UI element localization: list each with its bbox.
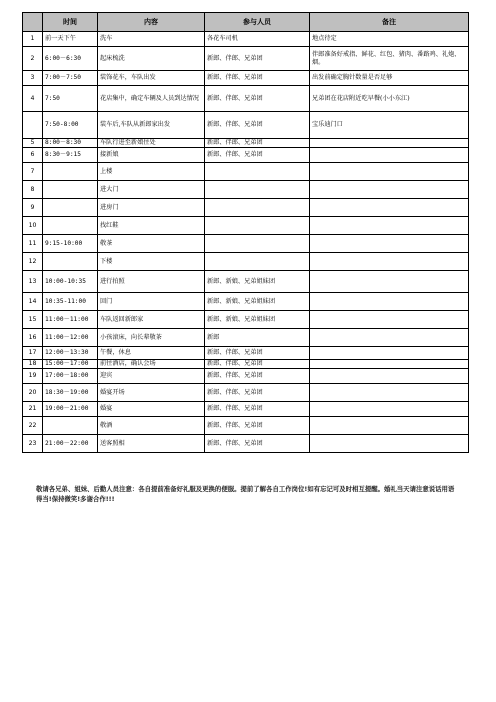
row-people: 新郎、伴郎、兄弟团: [205, 139, 310, 148]
row-remark: [310, 360, 469, 369]
row-people: 新郎、伴郎、兄弟团: [205, 384, 310, 402]
table-row: [23, 112, 469, 139]
table-row: [23, 435, 469, 453]
row-people: 新郎、伴郎、兄弟团: [205, 347, 310, 360]
row-people: 新郎、伴郎、兄弟团: [205, 112, 310, 139]
table-row: [23, 369, 469, 384]
row-content: 送客照相: [98, 435, 205, 453]
row-content: 装车后,车队从新郎家出发: [98, 112, 205, 139]
row-people: 新郎、伴郎、兄弟团: [205, 148, 310, 163]
row-people: [205, 163, 310, 181]
row-content: 午餐，休息: [98, 347, 205, 360]
header-row: [23, 13, 469, 32]
row-content: 车队返回新郎家: [98, 311, 205, 329]
footer-note: 敬请各兄弟、姐妹、后勤人员注意：各自提前准备好礼服及更换的便服。提前了解各自工作岗位!如有忘记可及时相互提醒。婚礼当天请注意说话用语得当!保持微笑!多谢合作!!!: [36, 485, 455, 503]
table-row: [23, 402, 469, 417]
row-time: [43, 217, 98, 235]
row-remark: [310, 311, 469, 329]
row-remark: [310, 347, 469, 360]
row-content: 起床梳洗: [98, 47, 205, 71]
row-time: 15:00－17:00: [43, 360, 98, 369]
row-time: [43, 253, 98, 271]
row-time: 8:00－8:30: [43, 139, 98, 148]
row-content: 洗车: [98, 32, 205, 47]
row-time: 10:35-11:00: [43, 293, 98, 311]
row-index: 2: [23, 47, 43, 71]
row-remark: [310, 148, 469, 163]
row-remark: [310, 293, 469, 311]
table-row: [23, 329, 469, 347]
table-row: [23, 253, 469, 271]
row-content: 回门: [98, 293, 205, 311]
row-people: 各花车司机: [205, 32, 310, 47]
table-row: [23, 163, 469, 181]
table-row: [23, 384, 469, 402]
row-time: 19:00－21:00: [43, 402, 98, 417]
row-remark: [310, 217, 469, 235]
row-content: 敬酒: [98, 417, 205, 435]
schedule-body: [23, 32, 469, 453]
row-remark: [310, 435, 469, 453]
row-time: [43, 181, 98, 199]
row-people: [205, 199, 310, 217]
row-people: [205, 235, 310, 253]
row-index: 3: [23, 71, 43, 86]
row-time: [43, 199, 98, 217]
row-time: 8:30－9:15: [43, 148, 98, 163]
table-row: [23, 181, 469, 199]
row-content: 进行拍照: [98, 271, 205, 293]
row-index: 11: [23, 235, 43, 253]
row-time: 7:50-8:00: [43, 112, 98, 139]
row-remark: 地点待定: [310, 32, 469, 47]
row-people: [205, 253, 310, 271]
header-people: 参与人员: [205, 13, 310, 32]
row-index: 23: [23, 435, 43, 453]
row-people: 新郎、伴郎、兄弟团: [205, 369, 310, 384]
row-time: 17:00－18:00: [43, 369, 98, 384]
row-remark: [310, 417, 469, 435]
row-time: 10:00-10:35: [43, 271, 98, 293]
row-people: 新郎、伴郎、兄弟团: [205, 47, 310, 71]
row-remark: [310, 181, 469, 199]
row-people: 新郎、伴郎、兄弟团: [205, 86, 310, 112]
row-remark: [310, 199, 469, 217]
row-index: 17: [23, 347, 43, 360]
row-content: 进房门: [98, 199, 205, 217]
row-content: 花店集中，确定车辆及人员到达情况: [98, 86, 205, 112]
row-content: 进大门: [98, 181, 205, 199]
header-content: 内容: [98, 13, 205, 32]
table-row: [23, 417, 469, 435]
row-time: 11:00－12:00: [43, 329, 98, 347]
row-content: 上楼: [98, 163, 205, 181]
row-index: 21: [23, 402, 43, 417]
row-index: 12: [23, 253, 43, 271]
row-people: 新郎、伴郎、兄弟团: [205, 71, 310, 86]
row-time: 21:00－22:00: [43, 435, 98, 453]
row-time: 11:00－11:00: [43, 311, 98, 329]
row-index: 5: [23, 139, 43, 148]
header-index: [23, 13, 43, 32]
row-content: 前往酒店，确认会场: [98, 360, 205, 369]
row-content: 接新娘: [98, 148, 205, 163]
row-index: 14: [23, 293, 43, 311]
row-time: 6:00－6:30: [43, 47, 98, 71]
table-row: [23, 311, 469, 329]
row-time: [43, 417, 98, 435]
table-row: [23, 217, 469, 235]
row-people: 新郎、伴郎、兄弟团: [205, 435, 310, 453]
row-index: 16: [23, 329, 43, 347]
row-index: 7: [23, 163, 43, 181]
header-time: 时间: [43, 13, 98, 32]
row-index: 18: [23, 360, 43, 369]
table-row: [23, 347, 469, 360]
row-people: 新郎、新娘、兄弟姐妹团: [205, 311, 310, 329]
row-index: 20: [23, 384, 43, 402]
row-people: 新郎、伴郎、兄弟团: [205, 360, 310, 369]
row-content: 装饰花车，车队出发: [98, 71, 205, 86]
row-index: 13: [23, 271, 43, 293]
schedule-table: [22, 12, 469, 453]
row-index: 22: [23, 417, 43, 435]
row-remark: 宝乐迪门口: [310, 112, 469, 139]
row-content: 婚宴开场: [98, 384, 205, 402]
row-remark: 伴郎准备好戒指、鲜花、红包、猪肉、番路鸡、礼炮、烟。: [310, 47, 469, 71]
row-content: 找红鞋: [98, 217, 205, 235]
header-remark: 备注: [310, 13, 469, 32]
table-row: [23, 199, 469, 217]
row-remark: [310, 384, 469, 402]
row-content: 迎宾: [98, 369, 205, 384]
table-row: [23, 271, 469, 293]
row-content: 车队行进至新娘住处: [98, 139, 205, 148]
table-row: [23, 235, 469, 253]
row-time: 7:00－7:50: [43, 71, 98, 86]
table-row: [23, 139, 469, 148]
row-index: 1: [23, 32, 43, 47]
row-remark: [310, 329, 469, 347]
row-people: 新郎: [205, 329, 310, 347]
row-index: 4: [23, 86, 43, 112]
row-time: 7:50: [43, 86, 98, 112]
row-remark: 出发前确定胸针数量是否足够: [310, 71, 469, 86]
table-row: [23, 32, 469, 47]
row-remark: [310, 369, 469, 384]
row-content: 婚宴: [98, 402, 205, 417]
table-row: [23, 71, 469, 86]
row-remark: [310, 253, 469, 271]
row-content: 小孩滚床，向长辈敬茶: [98, 329, 205, 347]
row-time: 18:30－19:00: [43, 384, 98, 402]
row-remark: 兄弟团在花店附近吃早餐(小小东江): [310, 86, 469, 112]
row-people: [205, 217, 310, 235]
row-time: [43, 163, 98, 181]
row-index: 19: [23, 369, 43, 384]
table-row: [23, 47, 469, 71]
row-index: 10: [23, 217, 43, 235]
row-people: 新郎、新娘、兄弟姐妹团: [205, 271, 310, 293]
row-time: 9:15-10:00: [43, 235, 98, 253]
row-content: 下楼: [98, 253, 205, 271]
row-remark: [310, 235, 469, 253]
table-row: [23, 148, 469, 163]
row-index: 15: [23, 311, 43, 329]
row-people: [205, 181, 310, 199]
row-index: 9: [23, 199, 43, 217]
row-remark: [310, 271, 469, 293]
row-people: 新郎、伴郎、兄弟团: [205, 402, 310, 417]
table-row: [23, 293, 469, 311]
row-content: 敬茶: [98, 235, 205, 253]
row-remark: [310, 139, 469, 148]
row-time: 前一天下午: [43, 32, 98, 47]
row-time: 12:00－13:30: [43, 347, 98, 360]
row-remark: [310, 402, 469, 417]
row-people: 新郎、新娘、兄弟姐妹团: [205, 293, 310, 311]
row-index: 6: [23, 148, 43, 163]
row-remark: [310, 163, 469, 181]
table-row: [23, 360, 469, 369]
row-index: 8: [23, 181, 43, 199]
row-index: [23, 112, 43, 139]
row-people: 新郎、伴郎、兄弟团: [205, 417, 310, 435]
table-row: [23, 86, 469, 112]
